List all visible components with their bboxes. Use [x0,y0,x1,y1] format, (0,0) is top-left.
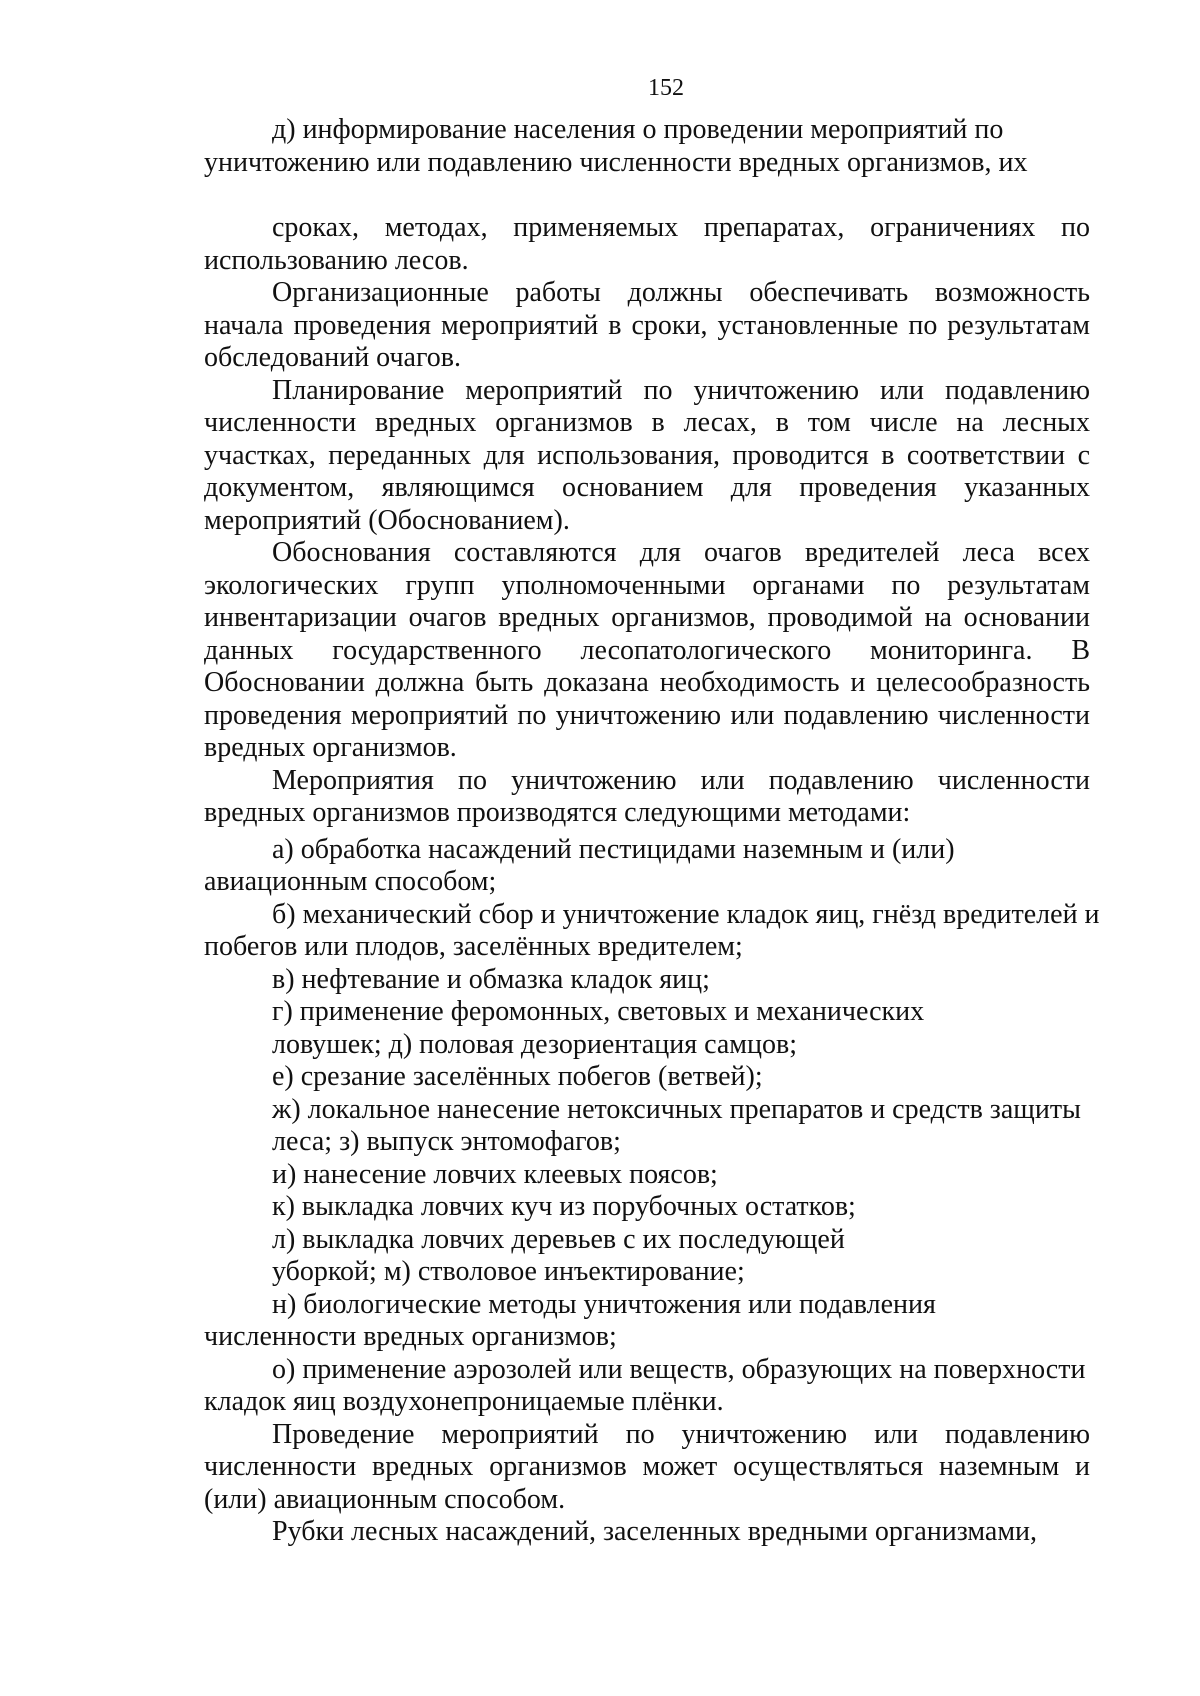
method-a-line-2: авиационным способом; [204,866,497,897]
paragraph-organizational-works: Организационные работы должны обеспечивать возможность начала проведения мероприятий в сроки, установленные по результатам обследований очагов. [204,277,1090,373]
method-o: о) применение аэрозолей или веществ, образующих на поверхности кладок яиц воздухонепроницаемые плёнки. [204,1353,1086,1417]
method-n: н) биологические методы уничтожения или подавления численности вредных организмов; [204,1288,936,1352]
method-zh-line-2: леса; з) выпуск энтомофагов; [272,1126,621,1157]
main-text [204,212,1100,1549]
paragraph-justifications: Обоснования составляются для очагов вредителей леса всех экологических групп уполномоченными органами по результатам инвентаризации очагов вредных организмов, проводимой на основании данных государственного лесопатологического мониторинга. В Обосновании должна быть доказана необходимость и целесообразность проведения мероприятий по уничтожению или подавлению численности вредных организмов. [204,537,1090,763]
method-l-line-1: л) выкладка ловчих деревьев с их последующей [272,1223,845,1255]
top-paragraph-line-1: д) информирование населения о проведении мероприятий по [272,114,1004,145]
method-b: б) механический сбор и уничтожение кладок яиц, гнёзд вредителей и побегов или плодов, заселённых вредителем; [204,898,1100,962]
paragraph-felling: Рубки лесных насаждений, заселенных вредными организмами, [272,1516,1038,1547]
method-g-line-1: г) применение феромонных, световых и механических [272,996,925,1027]
method-i: и) нанесение ловчих клеевых поясов; [272,1158,718,1190]
paragraph-sroki: сроках, методах, применяемых препаратах, ограничениях по использованию лесов. [204,212,1090,276]
method-zh-line-1: ж) локальное нанесение нетоксичных препаратов и средств защиты [272,1093,1081,1125]
top-paragraph-line-2: уничтожению или подавлению численности вредных организмов, их [204,146,1028,178]
paragraph-planning: Планирование мероприятий по уничтожению или подавлению численности вредных организмов в лесах, в том числе на лесных участках, переданных для использования, проводится в соответствии с документом, являющимся основанием для проведения указанных мероприятий (Обоснованием). [204,374,1090,536]
page-number: 152 [648,75,684,101]
method-v: в) нефтевание и обмазка кладок яиц; [272,963,710,995]
paragraph-conducting: Проведение мероприятий по уничтожению или подавлению численности вредных организмов может осуществляться наземным и (или) авиационным способом. [204,1418,1090,1515]
method-a-line-1: а) обработка насаждений пестицидами наземным и (или) [272,833,955,865]
method-k: к) выкладка ловчих куч из порубочных остатков; [272,1191,856,1222]
top-paragraph [204,114,1090,179]
paragraph-methods-intro: Мероприятия по уничтожению или подавлению численности вредных организмов производятся следующими методами: [204,764,1090,828]
method-g-line-2: ловушек; д) половая дезориентация самцов; [272,1028,797,1060]
method-l-line-2: уборкой; м) стволовое инъектирование; [272,1256,745,1287]
methods-list [204,833,1100,1419]
method-e: е) срезание заселённых побегов (ветвей); [272,1061,763,1092]
